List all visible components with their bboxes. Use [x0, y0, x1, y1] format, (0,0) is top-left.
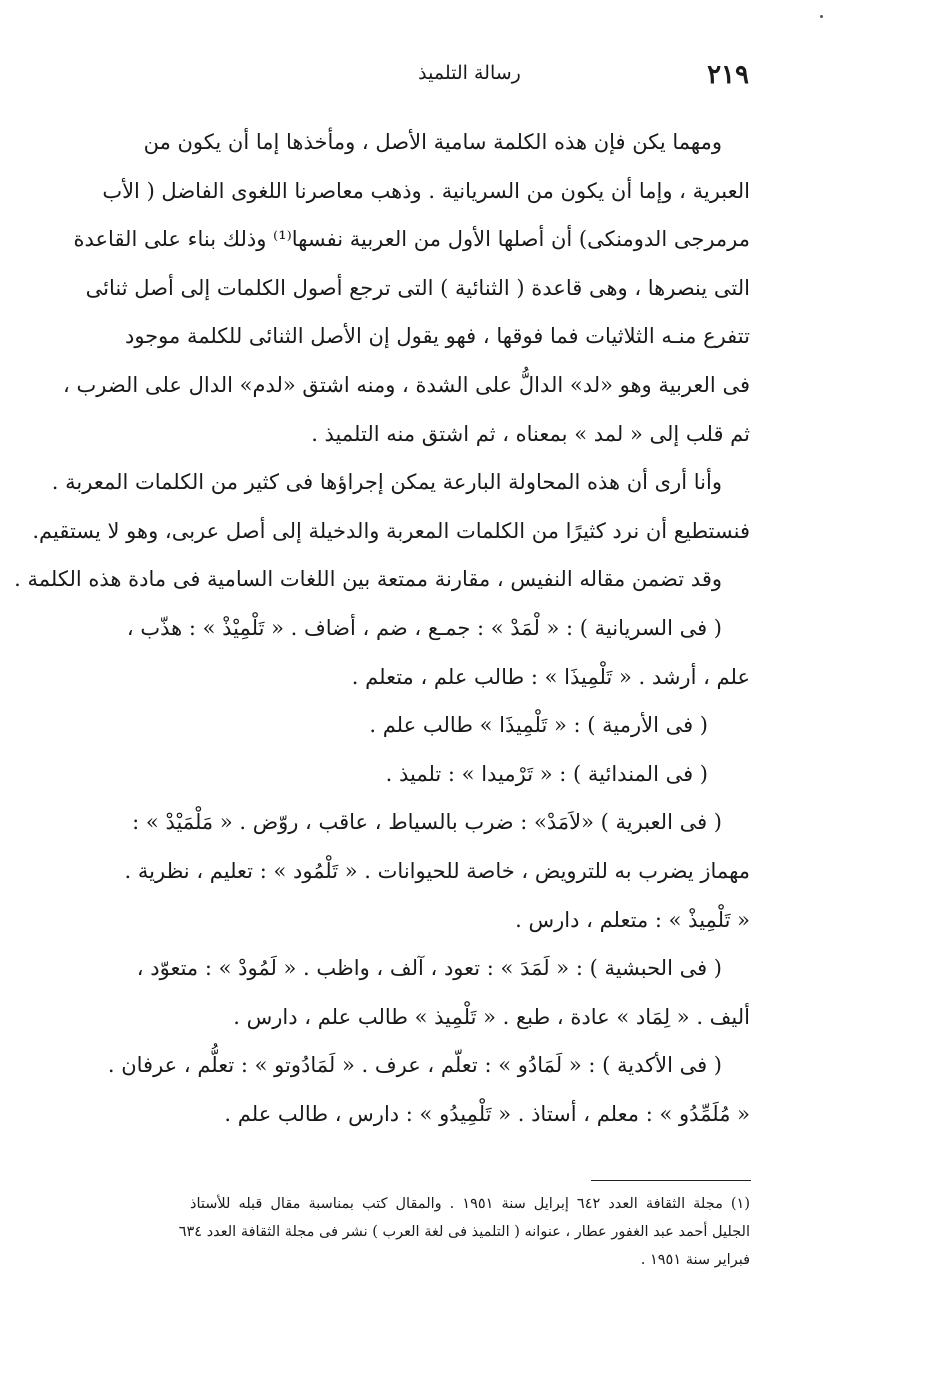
body-line: فى العربية وهو «لد» الدالُّ على الشدة ، ومنه اشتق «لدم» الدال على الضرب ،	[63, 372, 750, 397]
footnote-divider	[591, 1180, 751, 1181]
footnote-line: الجليل أحمد عبد الغفور عطار ، عنوانه ( التلميذ فى لغة العرب ) نشر فى مجلة الثقافة العدد ٦٣٤	[178, 1224, 750, 1240]
body-line: وقد تضمن مقاله النفيس ، مقارنة ممتعة بين اللغات السامية فى مادة هذه الكلمة .	[14, 567, 722, 592]
page-number: ٢١٩	[707, 60, 749, 90]
body-line: وأنا أرى أن هذه المحاولة البارعة يمكن إجراؤها فى كثير من الكلمات المعربة .	[51, 470, 722, 495]
footnote-line: (١) مجلة الثقافة العدد ٦٤٢ إبرايل سنة ١٩٥١ . والمقال كتب بمناسبة مقال قبله للأستاذ	[190, 1196, 750, 1212]
body-line: ( فى السريانية ) : « لْمَدْ » : جمـع ، ضم ، أضاف . « تَلْمِيْذْ » : هذّب ،	[126, 615, 722, 640]
body-line: مهماز يضرب به للترويض ، خاصة للحيوانات . « تَلْمُود » : تعليم ، نظرية .	[124, 858, 750, 883]
body-line: فنستطيع أن نرد كثيرًا من الكلمات المعربة والدخيلة إلى أصل عربى، وهو لا يستقيم.	[32, 518, 750, 543]
body-line: العبرية ، وإما أن يكون من السريانية . وذهب معاصرنا اللغوى الفاضل ( الأب	[102, 178, 750, 203]
body-line: « مُلَمِّدُو » : معلم ، أستاذ . « تَلْمِيدُو » : دارس ، طالب علم .	[224, 1101, 750, 1126]
body-line: التى ينصرها ، وهى قاعدة ( الثنائية ) التى ترجع أصول الكلمات إلى أصل ثنائى	[85, 275, 750, 300]
body-line: ( فى المندائية ) : « تَرْميدا » : تلميذ .	[385, 761, 708, 786]
body-line: علم ، أرشد . « تَلْمِيذَا » : طالب علم ، متعلم .	[351, 664, 750, 689]
body-line: ثم قلب إلى « لمد » بمعناه ، ثم اشتق منه التلميذ .	[311, 421, 750, 446]
page-header	[190, 60, 749, 96]
body-line: ( فى العبرية ) «لاَمَدْ» : ضرب بالسياط ، عاقب ، روّض . « مَلْمَيْدْ » :	[132, 810, 722, 835]
speck-mark	[820, 15, 823, 18]
footnote	[178, 1190, 750, 1274]
body-line: ( فى الأرمية ) : « تَلْمِيذَا » طالب علم .	[369, 713, 708, 738]
running-title: رسالة التلميذ	[418, 62, 521, 84]
body-line: « تَلْمِيذْ » : متعلم ، دارس .	[515, 907, 750, 932]
body-line: ومهما يكن فإن هذه الكلمة سامية الأصل ، ومأخذها إما أن يكون من	[143, 130, 722, 154]
body-text	[14, 118, 750, 1138]
footnote-line: فبراير سنة ١٩٥١ .	[640, 1252, 750, 1268]
body-line: تتفرع منـه الثلاثيات فما فوقها ، فهو يقول إن الأصل الثنائى للكلمة موجود	[124, 324, 750, 349]
body-line: مرمرجى الدومنكى) أن أصلها الأول من العربية نفسها⁽¹⁾ وذلك بناء على القاعدة	[73, 227, 750, 252]
body-line: ( فى الأكدية ) : « لَمَادُو » : تعلّم ، عرف . « لَمَادُوتو » : تعلُّم ، عرفان .	[107, 1053, 722, 1078]
body-line: ( فى الحبشية ) : « لَمَدَ » : تعود ، آلف ، واظب . « لَمُودْ » : متعوّد ،	[136, 956, 722, 981]
body-line: أليف . « لِمَاد » عادة ، طبع . « تَلْمِيذ » طالب علم ، دارس .	[233, 1004, 750, 1029]
